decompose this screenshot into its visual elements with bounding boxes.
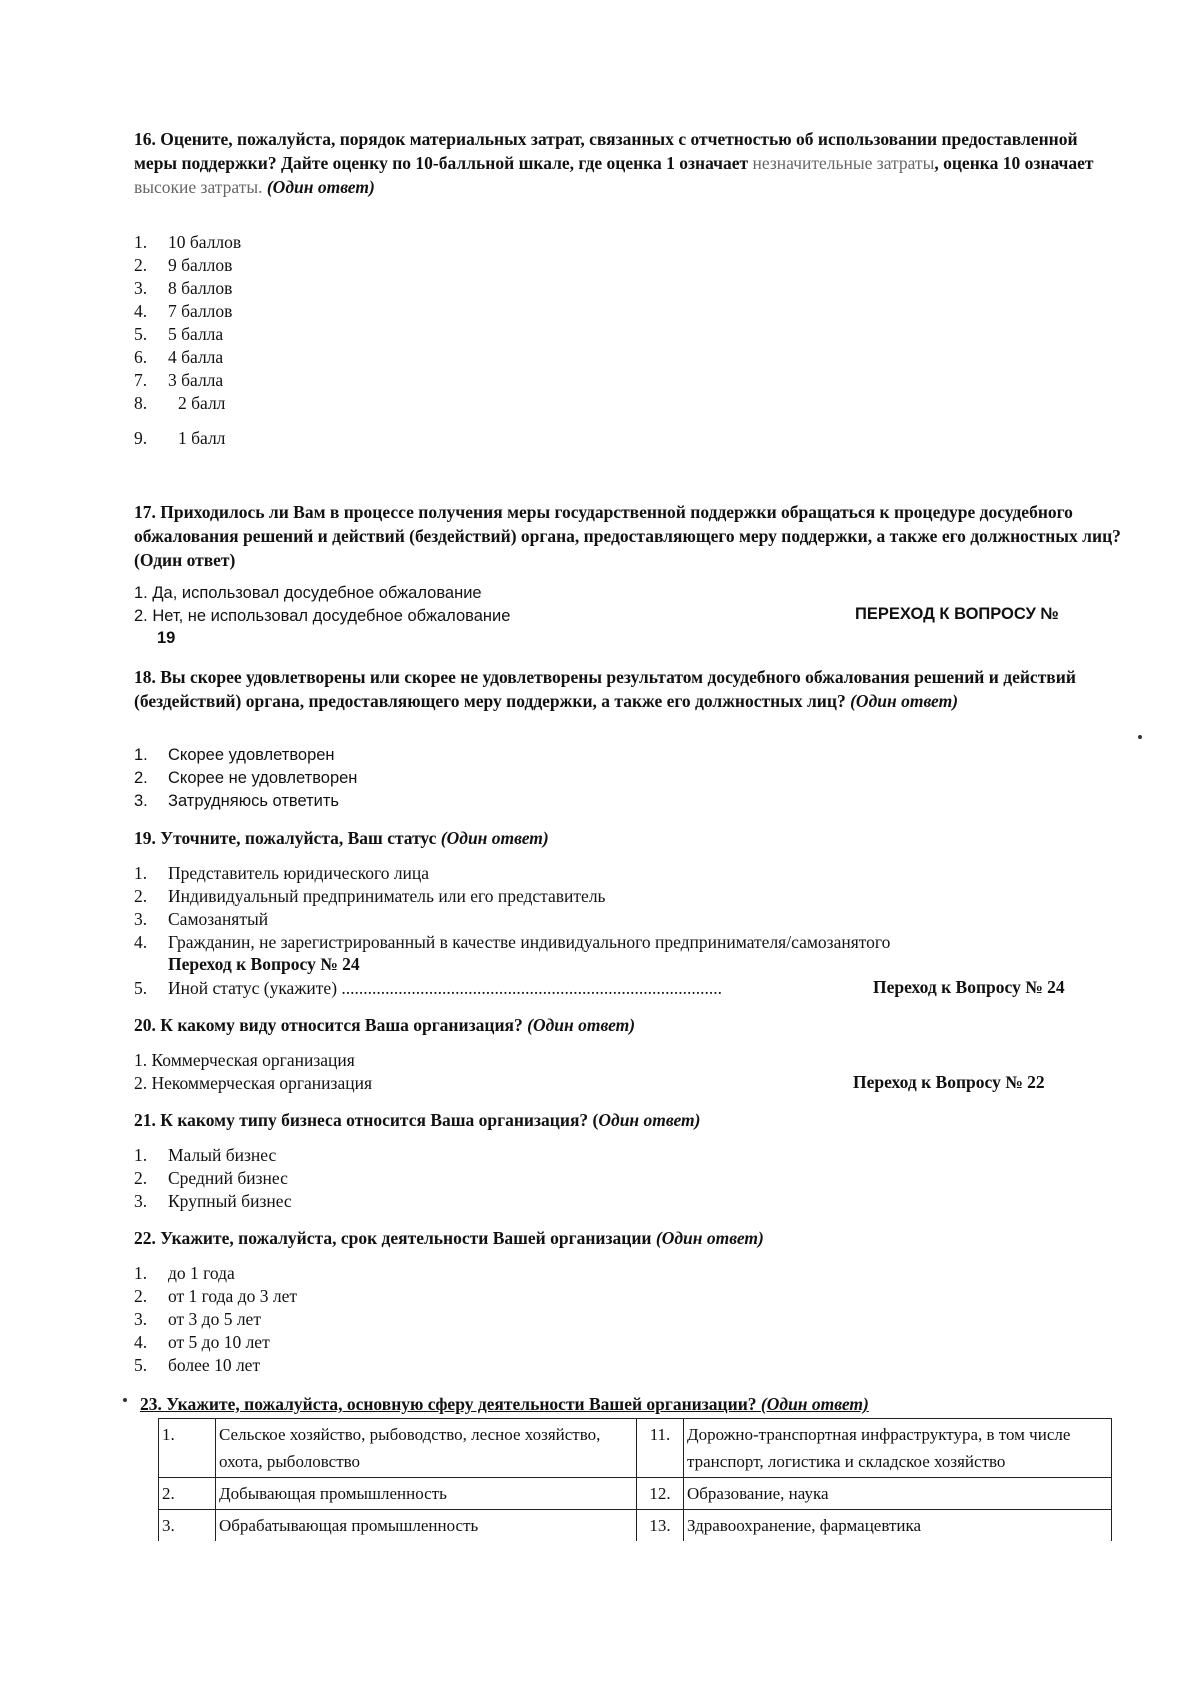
option-number: 2. xyxy=(134,255,148,275)
q19-option-4[interactable] xyxy=(134,931,890,954)
option-label: Индивидуальный предприниматель или его представитель xyxy=(168,886,606,906)
table-cell-number: 13. xyxy=(637,1510,684,1542)
table-cell-option[interactable]: Образование, наука xyxy=(684,1478,1112,1510)
q19-option-5[interactable] xyxy=(134,977,722,1000)
q20-hint: (Один ответ) xyxy=(527,1015,636,1035)
q19-title-text: 19. Уточните, пожалуйста, Ваш статус xyxy=(134,828,437,848)
table-cell-option[interactable]: Дорожно-транспортная инфраструктура, в том числе транспорт, логистика и складское хозяйство xyxy=(684,1419,1112,1478)
q16-option-4[interactable] xyxy=(134,300,232,323)
option-label: 8 баллов xyxy=(168,278,233,298)
option-number: 2. xyxy=(134,769,148,787)
option-label: от 5 до 10 лет xyxy=(168,1332,270,1352)
q19-jump-option-4: Переход к Вопросу № 24 xyxy=(168,954,360,974)
q22-hint: (Один ответ) xyxy=(655,1228,764,1248)
table-cell-number: 3. xyxy=(159,1510,216,1542)
q21-option-3[interactable] xyxy=(134,1190,292,1213)
option-number: 6. xyxy=(134,347,148,367)
option-number: 2. xyxy=(134,1286,148,1306)
q16-title-mid: , оценка 10 означает xyxy=(934,153,1094,173)
q16-option-8[interactable] xyxy=(134,392,225,415)
option-label: Гражданин, не зарегистрированный в качестве индивидуального предпринимателя/самозанятого xyxy=(168,932,891,952)
table-cell-option[interactable]: Добывающая промышленность xyxy=(216,1478,637,1510)
option-number: 5. xyxy=(134,978,148,998)
scan-speck xyxy=(1138,735,1142,739)
q20-title-text: 20. К какому виду относится Ваша организация? xyxy=(134,1015,523,1035)
option-label: 10 баллов xyxy=(168,232,242,252)
option-number: 9. xyxy=(134,428,148,448)
table-row xyxy=(159,1510,1112,1542)
q19-option-3[interactable] xyxy=(134,908,268,931)
option-label: 5 балла xyxy=(168,324,224,344)
option-label: от 3 до 5 лет xyxy=(168,1309,261,1329)
q21-option-2[interactable] xyxy=(134,1167,288,1190)
table-cell-option[interactable]: Обрабатывающая промышленность xyxy=(216,1510,637,1542)
option-label: Малый бизнес xyxy=(168,1145,277,1165)
q17-jump-label: ПЕРЕХОД К ВОПРОСУ № xyxy=(855,605,1059,623)
option-label: Представитель юридического лица xyxy=(168,863,430,883)
q16-title-main: 16. Оцените, пожалуйста, порядок материальных затрат, связанных с отчетностью об использовании предоставленной меры поддержки? Дайте оценку по 10-балльной шкале, где оценка 1 означает xyxy=(134,129,1078,173)
q17-option-2[interactable]: 2. Нет, не использовал досудебное обжалование xyxy=(134,607,511,625)
q16-option-3[interactable] xyxy=(134,277,232,300)
q17-option-1[interactable]: 1. Да, использовал досудебное обжалование xyxy=(134,584,482,602)
table-cell-number: 1. xyxy=(159,1419,216,1478)
table-cell-option[interactable]: Здравоохранение, фармацевтика xyxy=(684,1510,1112,1542)
q18-hint: (Один ответ) xyxy=(850,691,959,711)
activity-sphere-table xyxy=(158,1418,1112,1541)
question-23-title xyxy=(140,1392,1130,1416)
scan-speck xyxy=(123,1398,127,1402)
option-label: 1 балл xyxy=(178,428,226,448)
q23-hint: (Один ответ) xyxy=(760,1394,869,1414)
option-label: от 1 года до 3 лет xyxy=(168,1286,298,1306)
option-number: 3. xyxy=(134,792,148,810)
q22-option-1[interactable] xyxy=(134,1262,235,1285)
option-number: 4. xyxy=(134,1332,148,1352)
q17-jump-number: 19 xyxy=(157,629,176,647)
q21-hint: Один ответ) xyxy=(598,1110,701,1130)
option-number: 7. xyxy=(134,370,148,390)
q16-title-faded2: высокие затраты. xyxy=(134,177,263,197)
table-cell-number: 2. xyxy=(159,1478,216,1510)
option-label: 2 балл xyxy=(178,393,226,413)
option-label: до 1 года xyxy=(168,1263,235,1283)
option-number: 3. xyxy=(134,909,148,929)
q16-option-1[interactable] xyxy=(134,231,241,254)
table-cell-number: 12. xyxy=(637,1478,684,1510)
q22-option-2[interactable] xyxy=(134,1285,297,1308)
option-label: Скорее удовлетворен xyxy=(168,746,335,764)
question-18-title xyxy=(134,665,1124,713)
option-label: 9 баллов xyxy=(168,255,233,275)
option-number: 1. xyxy=(134,1145,148,1165)
q20-option-2[interactable]: 2. Некоммерческая организация xyxy=(134,1073,373,1093)
option-number: 1. xyxy=(134,746,148,764)
question-17-title: 17. Приходилось ли Вам в процессе получения меры государственной поддержки обращаться к процедуре досудебного обжалования решений и действий (бездействий) органа, предоставляющего меру поддержки, а также его должностных лиц? (Один ответ) xyxy=(134,502,1121,570)
question-16-title xyxy=(134,127,1124,199)
q18-title-text: 18. Вы скорее удовлетворены или скорее не удовлетворены результатом досудебного обжалования решений и действий (бездействий) органа, предоставляющего меру поддержки, а также его должностных лиц? xyxy=(134,667,1076,711)
table-cell-number: 11. xyxy=(637,1419,684,1478)
q16-option-6[interactable] xyxy=(134,346,223,369)
table-row xyxy=(159,1478,1112,1510)
question-21-title xyxy=(134,1108,1124,1132)
option-number: 4. xyxy=(134,932,148,952)
option-number: 5. xyxy=(134,324,148,344)
table-row xyxy=(159,1419,1112,1478)
q18-option-1[interactable] xyxy=(134,744,335,767)
option-label: Самозанятый xyxy=(168,909,269,929)
q19-option-1[interactable] xyxy=(134,862,429,885)
q16-option-7[interactable] xyxy=(134,369,223,392)
q19-jump-option-5: Переход к Вопросу № 24 xyxy=(873,977,1065,997)
option-number: 3. xyxy=(134,1191,148,1211)
q22-option-3[interactable] xyxy=(134,1308,261,1331)
option-number: 1. xyxy=(134,863,148,883)
option-label: 7 баллов xyxy=(168,301,233,321)
question-22-title xyxy=(134,1226,1124,1250)
option-label: Затрудняюсь ответить xyxy=(168,792,340,810)
option-label: 4 балла xyxy=(168,347,224,367)
table-cell-option[interactable]: Сельское хозяйство, рыбоводство, лесное хозяйство, охота, рыболовство xyxy=(216,1419,637,1478)
q16-title-faded1: незначительные затраты xyxy=(752,153,935,173)
option-number: 8. xyxy=(134,393,148,413)
q16-option-2[interactable] xyxy=(134,254,232,277)
q22-option-4[interactable] xyxy=(134,1331,270,1354)
q20-jump: Переход к Вопросу № 22 xyxy=(853,1072,1045,1092)
q16-hint: (Один ответ) xyxy=(266,177,375,197)
q16-option-5[interactable] xyxy=(134,323,223,346)
option-number: 4. xyxy=(134,301,148,321)
q23-title-text: 23. Укажите, пожалуйста, основную сферу деятельности Вашей организации? xyxy=(140,1394,757,1414)
q19-option-2[interactable] xyxy=(134,885,606,908)
q20-option-1[interactable]: 1. Коммерческая организация xyxy=(134,1050,355,1070)
option-label: Скорее не удовлетворен xyxy=(168,769,358,787)
q18-option-3[interactable] xyxy=(134,790,339,813)
option-number: 1. xyxy=(134,232,148,252)
option-label: 3 балла xyxy=(168,370,224,390)
option-number: 5. xyxy=(134,1355,148,1375)
option-number: 1. xyxy=(134,1263,148,1283)
option-label: Средний бизнес xyxy=(168,1168,288,1188)
q16-option-9[interactable] xyxy=(134,427,225,450)
q22-option-5[interactable] xyxy=(134,1354,260,1377)
option-label: Крупный бизнес xyxy=(168,1191,292,1211)
option-label: Иной статус (укажите) ....................................................................................... xyxy=(168,978,723,998)
option-number: 2. xyxy=(134,1168,148,1188)
question-20-title xyxy=(134,1013,1124,1037)
q22-title-text: 22. Укажите, пожалуйста, срок деятельности Вашей организации xyxy=(134,1228,652,1248)
q21-title-text: 21. К какому типу бизнеса относится Ваша организация? ( xyxy=(134,1110,599,1130)
q18-option-2[interactable] xyxy=(134,767,357,790)
q19-hint: (Один ответ) xyxy=(440,828,549,848)
option-number: 3. xyxy=(134,1309,148,1329)
question-19-title xyxy=(134,826,1124,850)
option-number: 3. xyxy=(134,278,148,298)
option-label: более 10 лет xyxy=(168,1355,261,1375)
q21-option-1[interactable] xyxy=(134,1144,276,1167)
option-number: 2. xyxy=(134,886,148,906)
